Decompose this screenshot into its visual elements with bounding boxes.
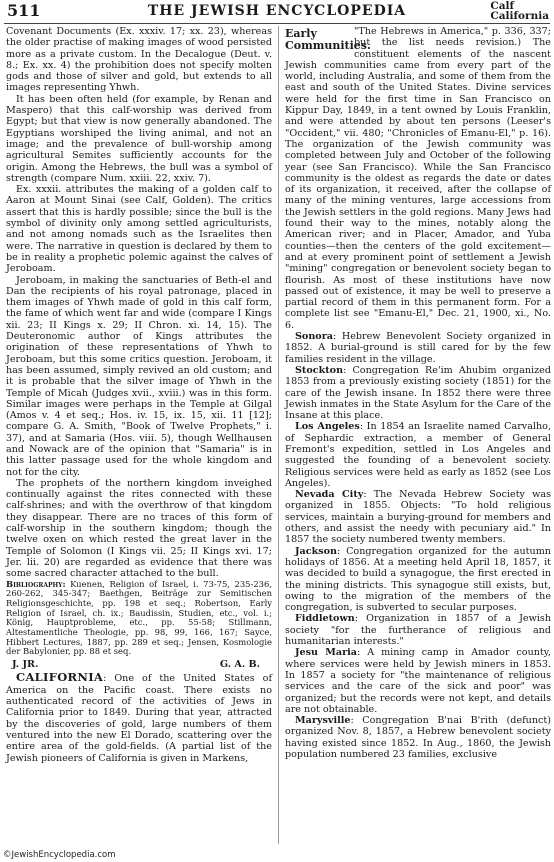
paragraph-jeroboam: Jeroboam, in making the sanctuaries of Beth-el and Dan the recipients of his royal patronage, placed in them images of Yhwh made of gold in this calf form, the fame of which went far and wide (compare I Kings xii. 23; II Kings x. 29; II Chron. xi. 14, 15). The Deuteronomic author of Kings attributes the origination of these representations of Yhwh to Jeroboam, but this some critics question. Jeroboam, it has been assumed, simply revived an old custom; and it is probable that the silver image of Yhwh in the Temple of Micah (Judges xvii., xviii.) was in this form. Similar images were perhaps in the Temple at Gilgal (Amos v. 4 et seq.; Hos. iv. 15, ix. 15, xii. 11 [12]; compare G. A. Smith, "Book of Twelve Prophets," i. 37), and at Samaria (Hos. viii. 5), though Wellhausen and Nowack are of the opinion that "Samaria" is in this latter passage used for the whole kingdom and not for the city. xyxy=(6,274,272,478)
running-title-california: California xyxy=(490,10,549,22)
page-number: 511 xyxy=(7,1,41,20)
place-nevada-city: Nevada City xyxy=(295,489,364,501)
bibliography-label: Bibliography: xyxy=(6,578,66,589)
california-entry xyxy=(6,672,272,763)
column-divider xyxy=(278,26,279,844)
entry-fiddletown xyxy=(285,613,551,647)
right-column xyxy=(285,26,551,760)
entry-los-angeles xyxy=(285,421,551,489)
fiddletown-text: : Organization in 1857 of a Jewish society "for the furtherance of religious and humanitarian interests." xyxy=(285,613,551,648)
bibliography xyxy=(6,580,272,658)
site-watermark[interactable]: ©JewishEncyclopedia.com xyxy=(3,850,116,860)
journal-title: THE JEWISH ENCYCLOPEDIA xyxy=(147,3,407,19)
paragraph-aaron: Ex. xxxii. attributes the making of a golden calf to Aaron at Mount Sinai (see Calf, Golden). The critics assert that this is hardly possible; since the bull is the symbol of divinity only among settled agriculturists, and not among nomads such as the Israelites then were. The narrative in question is declared by them to be in reality a prophetic polemic against the calves of Jeroboam. xyxy=(6,184,272,275)
place-jesu-maria: Jesu Maria xyxy=(295,647,358,659)
california-text: : One of the United States of America on the Pacific coast. There exists no authenticated record of the activities of Jews in California prior to 1849. During that year, attracted by the discoveries of gold, large numbers of them ventured into the new El Dorado, scattering over the entire area of the gold-fields. (A partial list of the Jewish pioneers of California is given in Markens, xyxy=(6,673,272,764)
entry-jesu-maria xyxy=(285,647,551,715)
paragraph-communities xyxy=(285,26,551,331)
paragraph-prophets: The prophets of the northern kingdom inveighed continually against the rites connected with these calf-shrines; and with the overthrow of that kingdom they disappear. There are no traces of this form of calf-worship in the southern kingdom; though the twelve oxen on which rested the great laver in the Temple of Solomon (I Kings vii. 25; II Kings xvi. 17; Jer. lii. 20) are regarded as evidence that there was some sacred character attached to the bull. xyxy=(6,477,272,580)
place-jackson: Jackson xyxy=(295,545,338,557)
left-column xyxy=(6,26,272,764)
running-title xyxy=(490,1,549,21)
place-sonora: Sonora xyxy=(295,331,333,343)
sidenote-early-communities: Early Communities. xyxy=(285,27,371,52)
entry-jackson xyxy=(285,546,551,614)
place-fiddletown: Fiddletown xyxy=(295,613,355,625)
running-title-calf: Calf xyxy=(490,0,515,12)
place-los-angeles: Los Angeles xyxy=(295,421,360,433)
place-stockton: Stockton xyxy=(295,364,344,376)
paragraph-covenant: Covenant Documents (Ex. xxxiv. 17; xx. 23), whereas the older practise of making images of wood persisted more as a private custom. In the Decalogue (Deut. v. 8.; Ex. xx. 4) the prohibition does not specify molten gods and those of silver and gold, but extends to all images representing Yhwh. xyxy=(6,26,272,94)
nevada-city-text: : The Nevada Hebrew Society was organized in 1855. Objects: "To hold religious services, maintain a burying-ground for members and others, and assist the needy with pecuniary aid." In 1857 the society numbered twenty members. xyxy=(285,489,551,546)
signature-right: G. A. B. xyxy=(219,659,260,671)
sonora-text: : Hebrew Benevolent Society organized in 1852. A burial-ground is still cared for by the few families resident in the village. xyxy=(285,331,551,365)
marysville-text: : Congregation B'nai B'rith (defunct) organized Nov. 8, 1857, a Hebrew benevolent society having existed since 1852. In Aug., 1860, the Jewish population numbered 23 families, exclusive xyxy=(285,715,551,760)
jesu-maria-text: : A mining camp in Amador county, where services were held by Jewish miners in 1853. In 1857 a society for "the maintenance of religious services and the care of the sick and poor" was organized; but the records were not kept, and details are not obtainable. xyxy=(285,647,551,715)
paragraph-egypt: It has been often held (for example, by Renan and Maspero) that this calf-worship was derived from Egypt; but that view is now generally abandoned. The Egyptians worshiped the living animal, and not an image; and the prevalence of bull-worship among agricultural Semites sufficiently accounts for the origin. Among the Hebrews, the bull was a symbol of strength (compare Num. xxiii. 22, xxiv. 7). xyxy=(6,93,272,184)
communities-text: "The Hebrews in America," p. 336, 337; but the list needs revision.) The constituent elements of the nascent Jewish communities came from every part of the world, including Australia, and some of them from the east and south of the United States. Divine services were held for the first time in San Francisco on Kippur Day, 1849, in a tent owned by Louis Franklin, and were attended by about ten persons (Leeser's "Occident," vii. 480; "Chronicles of Emanu-El," p. 16). The organization of the Jewish community was completed between July and October of the following year (see San Francisco). While the San Francisco community is the oldest as regards the date or dates of its organization, it received, after the collapse of many of the mining ventures, large accessions from the Jewish settlers in the gold regions. Many Jews had found their way to the mines, notably along the American river; and in Placer, Amador, and Yuba counties—then the centers of the gold excitement—and at every prominent point of settlement a Jewish "mining" congregation or benevolent society began to flourish. As most of these institutions have now passed out of existence, it may be well to preserve a partial record of them in this permanent form. For a complete list see "Emanu-El," Dec. 21, 1900, xi., No. 6. xyxy=(285,26,551,331)
entry-nevada-city xyxy=(285,489,551,545)
los-angeles-text: : In 1854 an Israelite named Carvalho, of Sephardic extraction, a member of General Fremont's expedition, settled in Los Angeles and suggested the founding of a benevolent society. Religious services were held as early as 1852 (see Los Angeles). xyxy=(285,421,551,489)
place-marysville: Marysville xyxy=(295,715,351,727)
header-rule xyxy=(4,23,550,24)
california-headword: CALIFORNIA xyxy=(16,670,104,685)
entry-sonora xyxy=(285,331,551,365)
stockton-text: : Congregation Re'im Ahubim organized 1853 from a previously existing society (1851) for the care of the Jewish insane. In 1852 there were three Jewish inmates in the State Asylum for the Care of the Insane at this place. xyxy=(285,364,551,422)
entry-marysville xyxy=(285,715,551,760)
signature-left: J. JR. xyxy=(12,659,39,671)
jackson-text: : Congregation organized for the autumn holidays of 1856. At a meeting held April 18, 1857, it was decided to build a synagogue, the first erected in the mining districts. This synagogue still exists, but, owing to the migration of the members of the congregation, is subverted to secular purposes. xyxy=(285,545,551,614)
entry-stockton xyxy=(285,365,551,421)
bibliography-text: Kuenen, Religion of Israel, i. 73-75, 235-236, 260-262, 345-347; Baethgen, Beiträge zur Semitischen Religionsgeschichte, pp. 198 et seq.; Robertson, Early Religion of Israel, ch. ix.; Baudissin, Studien, etc., vol. i.; König, Hauptprobleme, etc., pp. 55-58; Stillmann, Altestamentliche Theologie, pp. 98, 99, 166, 167; Sayce, Hibbert Lectures, 1887, pp. 289 et seq.; Jensen, Kosmologie der Babylonier, pp. 88 et seq. xyxy=(6,578,272,657)
page-header xyxy=(0,0,554,24)
